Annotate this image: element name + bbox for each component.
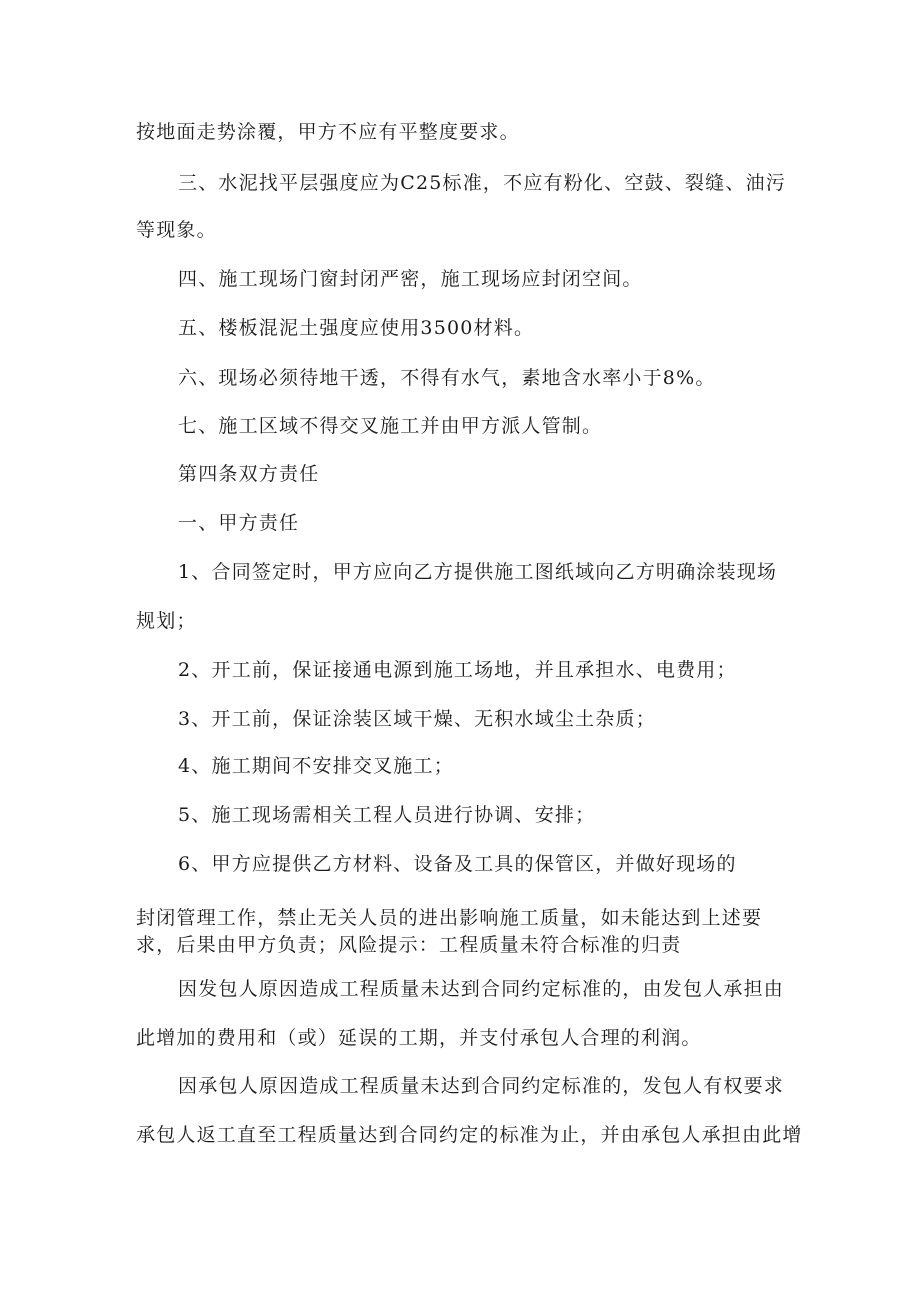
text-line-continuation: 求，后果由甲方负责；风险提示：工程质量未符合标准的归责 <box>136 934 682 956</box>
text-line-clause-5: 5、施工现场需相关工程人员进行协调、安排； <box>178 804 596 826</box>
text-line-continuation: 此增加的费用和（或）延误的工期，并支付承包人合理的利润。 <box>136 1027 702 1049</box>
text-line-clause-3: 3、开工前，保证涂装区域干燥、无积水域尘土杂质； <box>178 708 656 730</box>
text-line-paragraph: 因发包人原因造成工程质量未达到合同约定标准的，由发包人承担由 <box>178 978 785 1000</box>
text-line-clause-6: 6、甲方应提供乙方材料、设备及工具的保管区，并做好现场的 <box>178 853 737 875</box>
subsection-heading: 一、甲方责任 <box>178 512 300 534</box>
text-line-continuation: 按地面走势涂覆，甲方不应有平整度要求。 <box>136 121 520 143</box>
text-line-continuation: 等现象。 <box>136 219 217 241</box>
text-line-paragraph: 因承包人原因造成工程质量未达到合同约定标准的，发包人有权要求 <box>178 1075 785 1097</box>
text-line-clause-4: 4、施工期间不安排交叉施工； <box>178 755 454 777</box>
text-line-continuation: 承包人返工直至工程质量达到合同约定的标准为止，并由承包人承担由此增 <box>136 1124 803 1146</box>
text-line-continuation: 封闭管理工作，禁止无关人员的进出影响施工质量，如未能达到上述要 <box>136 907 763 929</box>
section-heading: 第四条双方责任 <box>178 463 320 485</box>
text-line-item-6: 六、现场必须待地干透，不得有水气，素地含水率小于8%。 <box>178 367 716 389</box>
text-line-item-3: 三、水泥找平层强度应为C25标准，不应有粉化、空鼓、裂缝、油污 <box>178 172 786 194</box>
text-line-item-7: 七、施工区域不得交叉施工并由甲方派人管制。 <box>178 415 603 437</box>
text-line-clause-2: 2、开工前，保证接通电源到施工场地，并且承担水、电费用； <box>178 659 737 681</box>
text-line-clause-1: 1、合同签定时，甲方应向乙方提供施工图纸域向乙方明确涂装现场 <box>178 561 778 583</box>
text-line-continuation: 规划； <box>136 610 197 632</box>
text-line-item-5: 五、楼板混泥土强度应使用3500材料。 <box>178 317 535 339</box>
text-line-item-4: 四、施工现场门窗封闭严密，施工现场应封闭空间。 <box>178 268 643 290</box>
